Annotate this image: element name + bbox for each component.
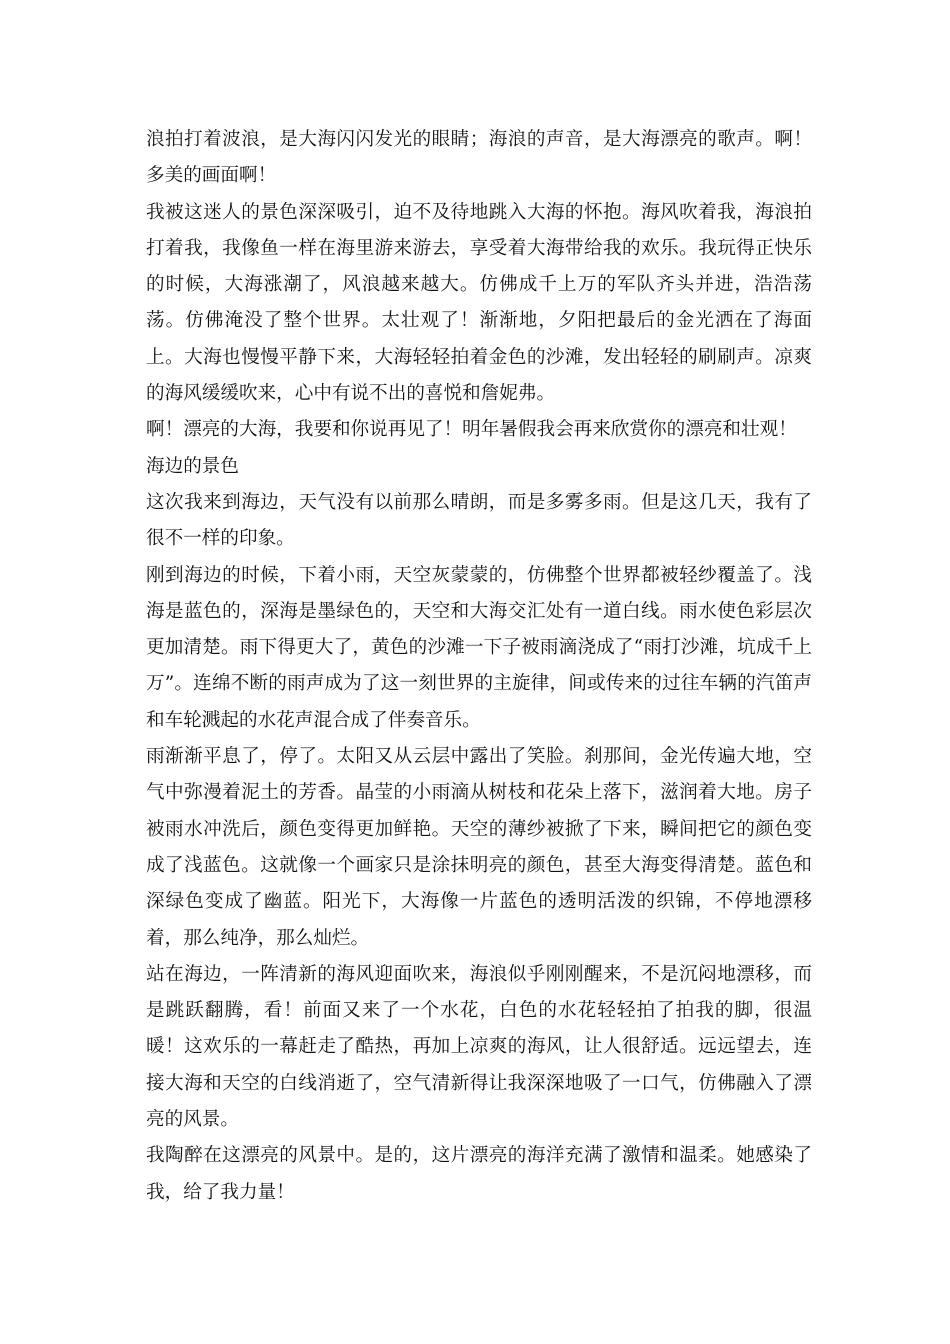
paragraph-conclusion: 我陶醉在这漂亮的风景中。是的，这片漂亮的海洋充满了激情和温柔。她感染了我，给了我力量！ [146,1145,812,1203]
essay-title: 海边的景色 [146,455,239,477]
paragraph-jump-into-sea: 我被这迷人的景色深深吸引，迫不及待地跳入大海的怀抱。海风吹着我，海浪拍打着我，我像鱼一样在海里游来游去，享受着大海带给我的欢乐。我玩得正快乐的时候，大海涨潮了，风浪越来越大。仿佛成千上万的军队齐头并进，浩浩荡荡。仿佛淹没了整个世界。太壮观了！渐渐地，夕阳把最后的金光洒在了海面上。大海也慢慢平静下来，大海轻轻拍着金色的沙滩，发出轻轻的刷刷声。凉爽的海风缓缓吹来，心中有说不出的喜悦和詹妮弗。 [146,201,812,405]
document-page [146,122,812,1211]
paragraph-farewell: 啊！漂亮的大海，我要和你说再见了！明年暑假我会再来欣赏你的漂亮和壮观！ [146,419,797,441]
paragraph-arrival-weather: 这次我来到海边，天气没有以前那么晴朗，而是多雾多雨。但是这几天，我有了很不一样的印象。 [146,491,812,550]
paragraph-rain-stops: 雨渐渐平息了，停了。太阳又从云层中露出了笑脸。刹那间，金光传遍大地，空气中弥漫着泥土的芳香。晶莹的小雨滴从树枝和花朵上落下，滋润着大地。房子被雨水冲洗后，颜色变得更加鲜艳。天空的薄纱被掀了下来，瞬间把它的颜色变成了浅蓝色。这就像一个画家只是涂抹明亮的颜色，甚至大海变得清楚。蓝色和深绿色变成了幽蓝。阳光下，大海像一片蓝色的透明活泼的织锦，不停地漂移着，那么纯净，那么灿烂。 [146,746,812,949]
paragraph-waves-ending: 浪拍打着波浪，是大海闪闪发光的眼睛；海浪的声音，是大海漂亮的歌声。啊！多美的画面啊！ [146,129,812,187]
paragraph-light-rain: 刚到海边的时候，下着小雨，天空灰蒙蒙的，仿佛整个世界都被轻纱覆盖了。浅海是蓝色的，深海是墨绿色的，天空和大海交汇处有一道白线。雨水使色彩层次更加清楚。雨下得更大了，黄色的沙滩一下子被雨滴浇成了“雨打沙滩，坑成千上万”。连绵不断的雨声成为了这一刻世界的主旋律，间或传来的过往车辆的汽笛声和车轮溅起的水花声混合成了伴奏音乐。 [146,564,812,731]
paragraph-sea-breeze: 站在海边，一阵清新的海风迎面吹来，海浪似乎刚刚醒来，不是沉闷地漂移，而是跳跃翻腾，看！前面又来了一个水花，白色的水花轻轻拍了拍我的脚，很温暖！这欢乐的一幕赶走了酷热，再加上凉爽的海风，让人很舒适。远远望去，连接大海和天空的白线消逝了，空气清新得让我深深地吸了一口气，仿佛融入了漂亮的风景。 [146,963,812,1131]
